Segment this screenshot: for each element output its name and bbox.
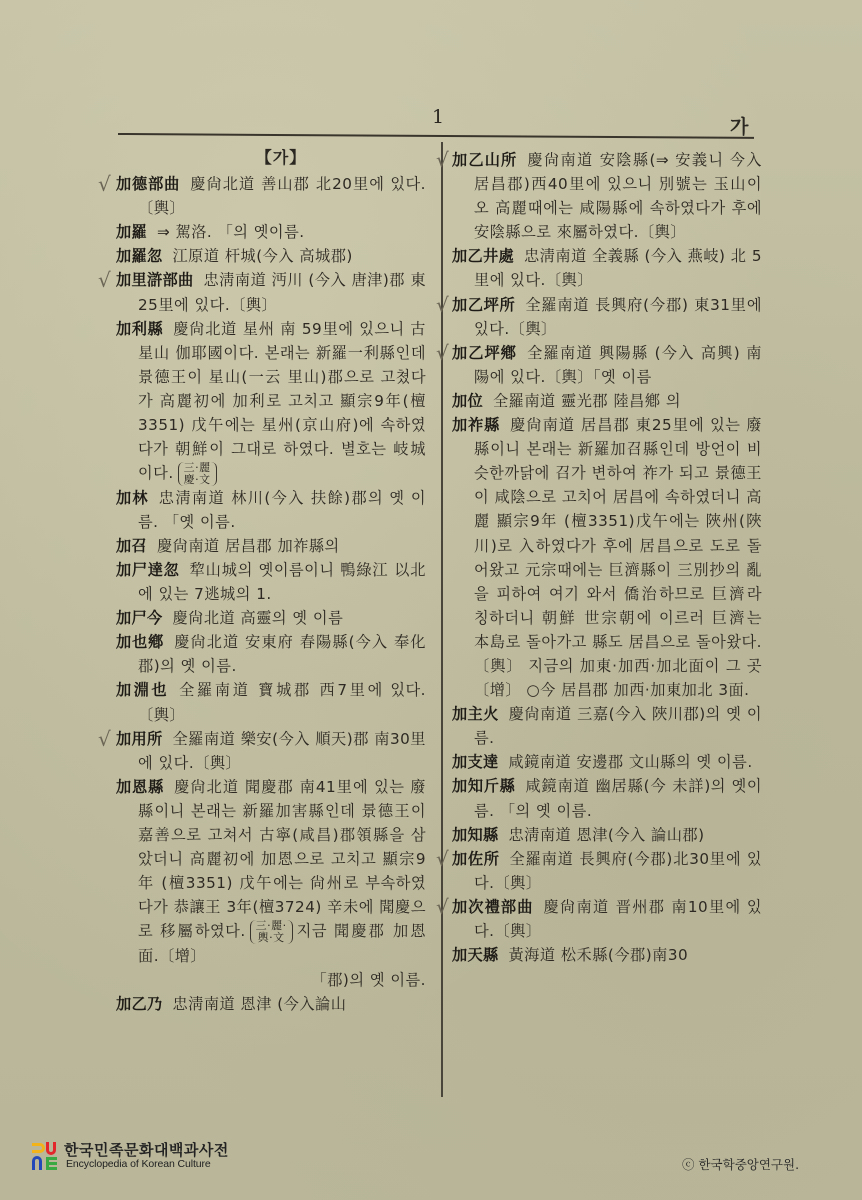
dictionary-entry <box>116 968 426 992</box>
dictionary-entry <box>452 389 762 413</box>
right-entry-list <box>436 148 763 967</box>
entry-definition: 慶尙北道 善山郡 北20里에 있다.〔輿〕 <box>138 175 426 218</box>
entry-definition: 忠淸南道 林川(今入 扶餘)郡의 옛 이름. 「옛 이름. <box>138 488 426 531</box>
dictionary-entry <box>116 992 426 1016</box>
entry-definition: 咸鏡南道 安邊郡 文山縣의 옛 이름. <box>508 753 753 772</box>
entry-definition: 全羅南道 寶城郡 西7里에 있다.〔輿〕 <box>138 681 426 724</box>
check-mark-icon: √ <box>436 340 450 365</box>
check-mark-icon: √ <box>98 268 112 293</box>
check-mark-icon: √ <box>436 148 450 172</box>
dictionary-entry <box>452 750 762 774</box>
entry-headword: 加天縣 <box>452 946 499 965</box>
check-mark-icon: √ <box>98 726 112 751</box>
entry-definition: 犂山城의 옛이름이니 鴨綠江 以北에 있는 7逃城의 1. <box>138 561 426 604</box>
header-rule <box>118 133 754 139</box>
entry-headword: 加淵也 <box>116 681 170 700</box>
entry-headword: 加利縣 <box>116 319 164 338</box>
check-mark-icon: √ <box>436 846 450 871</box>
dictionary-entry <box>452 413 762 702</box>
entry-definition: 忠淸南道 恩津 (今入論山 <box>172 995 347 1014</box>
entry-headword: 加知縣 <box>452 825 499 844</box>
logo-title: 한국민족문화대백과사전 <box>64 1141 229 1159</box>
entry-headword: 加德部曲 <box>116 175 181 194</box>
dictionary-entry <box>452 943 762 967</box>
entry-headword: 加乙井處 <box>452 247 514 266</box>
dictionary-entry <box>116 534 426 558</box>
entry-definition: 慶尙南道 安陰縣(⇒ 安義니 今入 居昌郡)西40里에 있으니 別號는 玉山이오 高麗때에는 咸陽縣에 속하였다가 후에 安陰縣으로 來屬하였다.〔輿〕 <box>474 151 762 242</box>
dictionary-entry <box>452 702 762 750</box>
entry-definition: 慶尙北道 高靈의 옛 이름 <box>172 609 344 628</box>
dictionary-entry <box>436 846 762 895</box>
copyright-notice: ⓒ 한국학중앙연구원. <box>682 1157 800 1172</box>
entry-headword: 加主火 <box>452 705 499 724</box>
entry-definition: 慶尙南道 三嘉(今入 陜川郡)의 옛 이름. <box>474 705 762 748</box>
footer <box>0 1130 862 1180</box>
entry-definition: 全羅南道 興陽縣 (今入 高興) 南陽에 있다.〔輿〕「옛 이름 <box>474 343 762 386</box>
entry-definition: 全羅南道 長興府(今郡)北30里에 있다.〔輿〕 <box>474 849 762 892</box>
source-citation <box>250 920 293 944</box>
entry-definition: ⇒ 駕洛. 「의 옛이름. <box>156 223 305 242</box>
entry-definition: 全羅南道 長興府(今郡) 東31里에 있다.〔輿〕 <box>474 295 762 338</box>
dictionary-entry <box>116 220 426 244</box>
dictionary-entry <box>452 774 762 822</box>
entry-headword: 加祚縣 <box>452 416 501 435</box>
entry-headword: 加尸今 <box>116 609 163 628</box>
dictionary-entry <box>98 726 426 775</box>
source-citation-line: 三·麗· <box>255 918 287 932</box>
dictionary-entry <box>116 317 426 486</box>
entry-definition: 江原道 杆城(今入 高城郡) <box>172 247 353 266</box>
dictionary-entry <box>116 775 426 968</box>
entry-definition: 黃海道 松禾縣(今郡)南30 <box>508 946 689 965</box>
dictionary-entry <box>116 678 426 726</box>
dictionary-entry <box>436 148 762 244</box>
dictionary-entry <box>452 823 762 847</box>
entry-definition: 全羅南道 樂安(今入 順天)郡 南30里에 있다.〔輿〕 <box>138 729 426 772</box>
dictionary-entry <box>436 292 762 341</box>
entry-headword: 加支達 <box>452 753 499 772</box>
entry-headword: 加羅忽 <box>116 247 163 266</box>
check-mark-icon: √ <box>436 292 450 317</box>
dictionary-entry <box>452 244 762 292</box>
dictionary-entry <box>116 558 426 606</box>
entry-headword: 加知斤縣 <box>452 777 516 796</box>
entry-headword: 加乙坪所 <box>452 295 516 314</box>
entry-headword: 加里滸部曲 <box>116 271 194 290</box>
check-mark-icon: √ <box>436 894 450 919</box>
entry-headword: 加尸達忽 <box>116 561 180 579</box>
entry-trailing-text: 지금 聞慶郡 加恩面.〔增〕 <box>138 922 427 965</box>
entry-definition: 忠淸南道 恩津(今入 論山郡) <box>508 825 705 844</box>
entry-headword: 加乙山所 <box>452 151 518 169</box>
entry-definition: 「郡)의 옛 이름. <box>311 971 426 989</box>
encyclopedia-logo-icon <box>30 1140 60 1172</box>
column-divider <box>441 142 443 1097</box>
entry-definition: 慶尙北道 星州 南 59里에 있으니 古星山 伽耶國이다. 본래는 新羅一利縣인데 景德王이 星山(一云 里山)郡으로 고쳤다가 高麗初에 加利로 고치고 顯宗9年(檀3351) 戊午에는 星州(京山府)에 속하였다가 朝鮮이 그대로 하였다. 별호는 岐城이다. <box>138 319 426 483</box>
entry-headword: 加羅 <box>116 223 147 242</box>
logo-subtitle: Encyclopedia of Korean Culture <box>66 1158 211 1170</box>
entry-headword: 加恩縣 <box>116 777 165 796</box>
left-column <box>98 146 427 1016</box>
dictionary-entry <box>116 630 426 678</box>
source-citation-line: 三·麗 <box>183 460 211 474</box>
entry-definition: 慶尙南道 居昌郡 東25里에 있는 廢縣이니 본래는 新羅加召縣인데 방언이 비슷한까닭에 召가 변하여 祚가 되고 景德王이 咸陰으로 고치어 居昌에 속하였더니 高麗 顯宗9年 (檀3351)戊午에는 陜州(陜川)로 入하였다가 후에 居昌으로 도로 돌어왔고 元宗때에는 巨濟縣이 三別抄의 亂을 피하여 여기 와서 僑治하므로 巨濟라 칭하더니 朝鮮 世宗朝에 이르러 巨濟는 本島로 돌아가고 縣도 居昌으로 돌아왔다.〔輿〕 지금의 加東·加西·加北面이 그 곳〔增〕 ○今 居昌郡 加西·加東加北 3面. <box>474 416 762 700</box>
right-column <box>436 148 763 967</box>
dictionary-entry <box>436 894 762 943</box>
check-mark-icon: √ <box>98 172 112 197</box>
entry-headword: 加召 <box>116 536 147 555</box>
entry-headword: 加次禮部曲 <box>452 897 534 916</box>
entry-definition: 慶尙北道 聞慶郡 南41里에 있는 廢縣이니 본래는 新羅加害縣인데 景德王이 嘉善으로 고쳐서 古寧(咸昌)郡領縣을 삼았더니 高麗初에 加恩으로 고치고 顯宗9年 (檀3351) 戊午에는 尙州로 부속하였다가 恭讓王 3年(檀3724) 辛未에 聞慶으로 移屬하였다. <box>138 777 426 941</box>
entry-headword: 加用所 <box>116 729 163 748</box>
page-number: 1 <box>432 106 445 128</box>
section-heading: 【가】 <box>255 148 307 167</box>
entry-headword: 加佐所 <box>452 849 500 868</box>
source-citation <box>178 462 217 486</box>
entry-definition: 慶尙北道 安東府 春陽縣(今入 奉化郡)의 옛 이름. <box>138 633 426 676</box>
dictionary-entry <box>436 340 762 389</box>
source-citation-line: 輿·文 <box>257 930 285 944</box>
entry-definition: 忠淸南道 全義縣 (今入 燕岐) 北 5里에 있다.〔輿〕 <box>474 247 763 290</box>
dictionary-entry <box>98 268 427 316</box>
entry-definition: 慶尙南道 晋州郡 南10里에 있다.〔輿〕 <box>474 897 762 940</box>
entry-definition: 咸鏡南道 幽居縣(今 未詳)의 옛이름. 「의 옛 이름. <box>474 777 762 820</box>
entry-headword: 加林 <box>116 488 149 507</box>
entry-headword: 加也鄕 <box>116 633 165 652</box>
dictionary-entry <box>98 172 426 220</box>
dictionary-entry <box>116 486 426 534</box>
left-entry-list <box>98 172 427 1016</box>
entry-headword: 加乙坪鄕 <box>452 343 518 362</box>
running-head: 가 <box>730 116 749 138</box>
source-citation-line: 慶·文 <box>183 472 211 486</box>
entry-definition: 忠淸南道 沔川 (今入 唐津)郡 東 25里에 있다.〔輿〕 <box>138 271 427 314</box>
entry-definition: 慶尙南道 居昌郡 加祚縣의 <box>156 536 340 555</box>
entry-headword: 加乙乃 <box>116 995 163 1014</box>
dictionary-entry <box>116 244 426 268</box>
entry-headword: 加位 <box>452 391 483 410</box>
dictionary-entry <box>116 606 426 630</box>
entry-definition: 全羅南道 靈光郡 陸昌鄕 의 <box>492 391 682 410</box>
